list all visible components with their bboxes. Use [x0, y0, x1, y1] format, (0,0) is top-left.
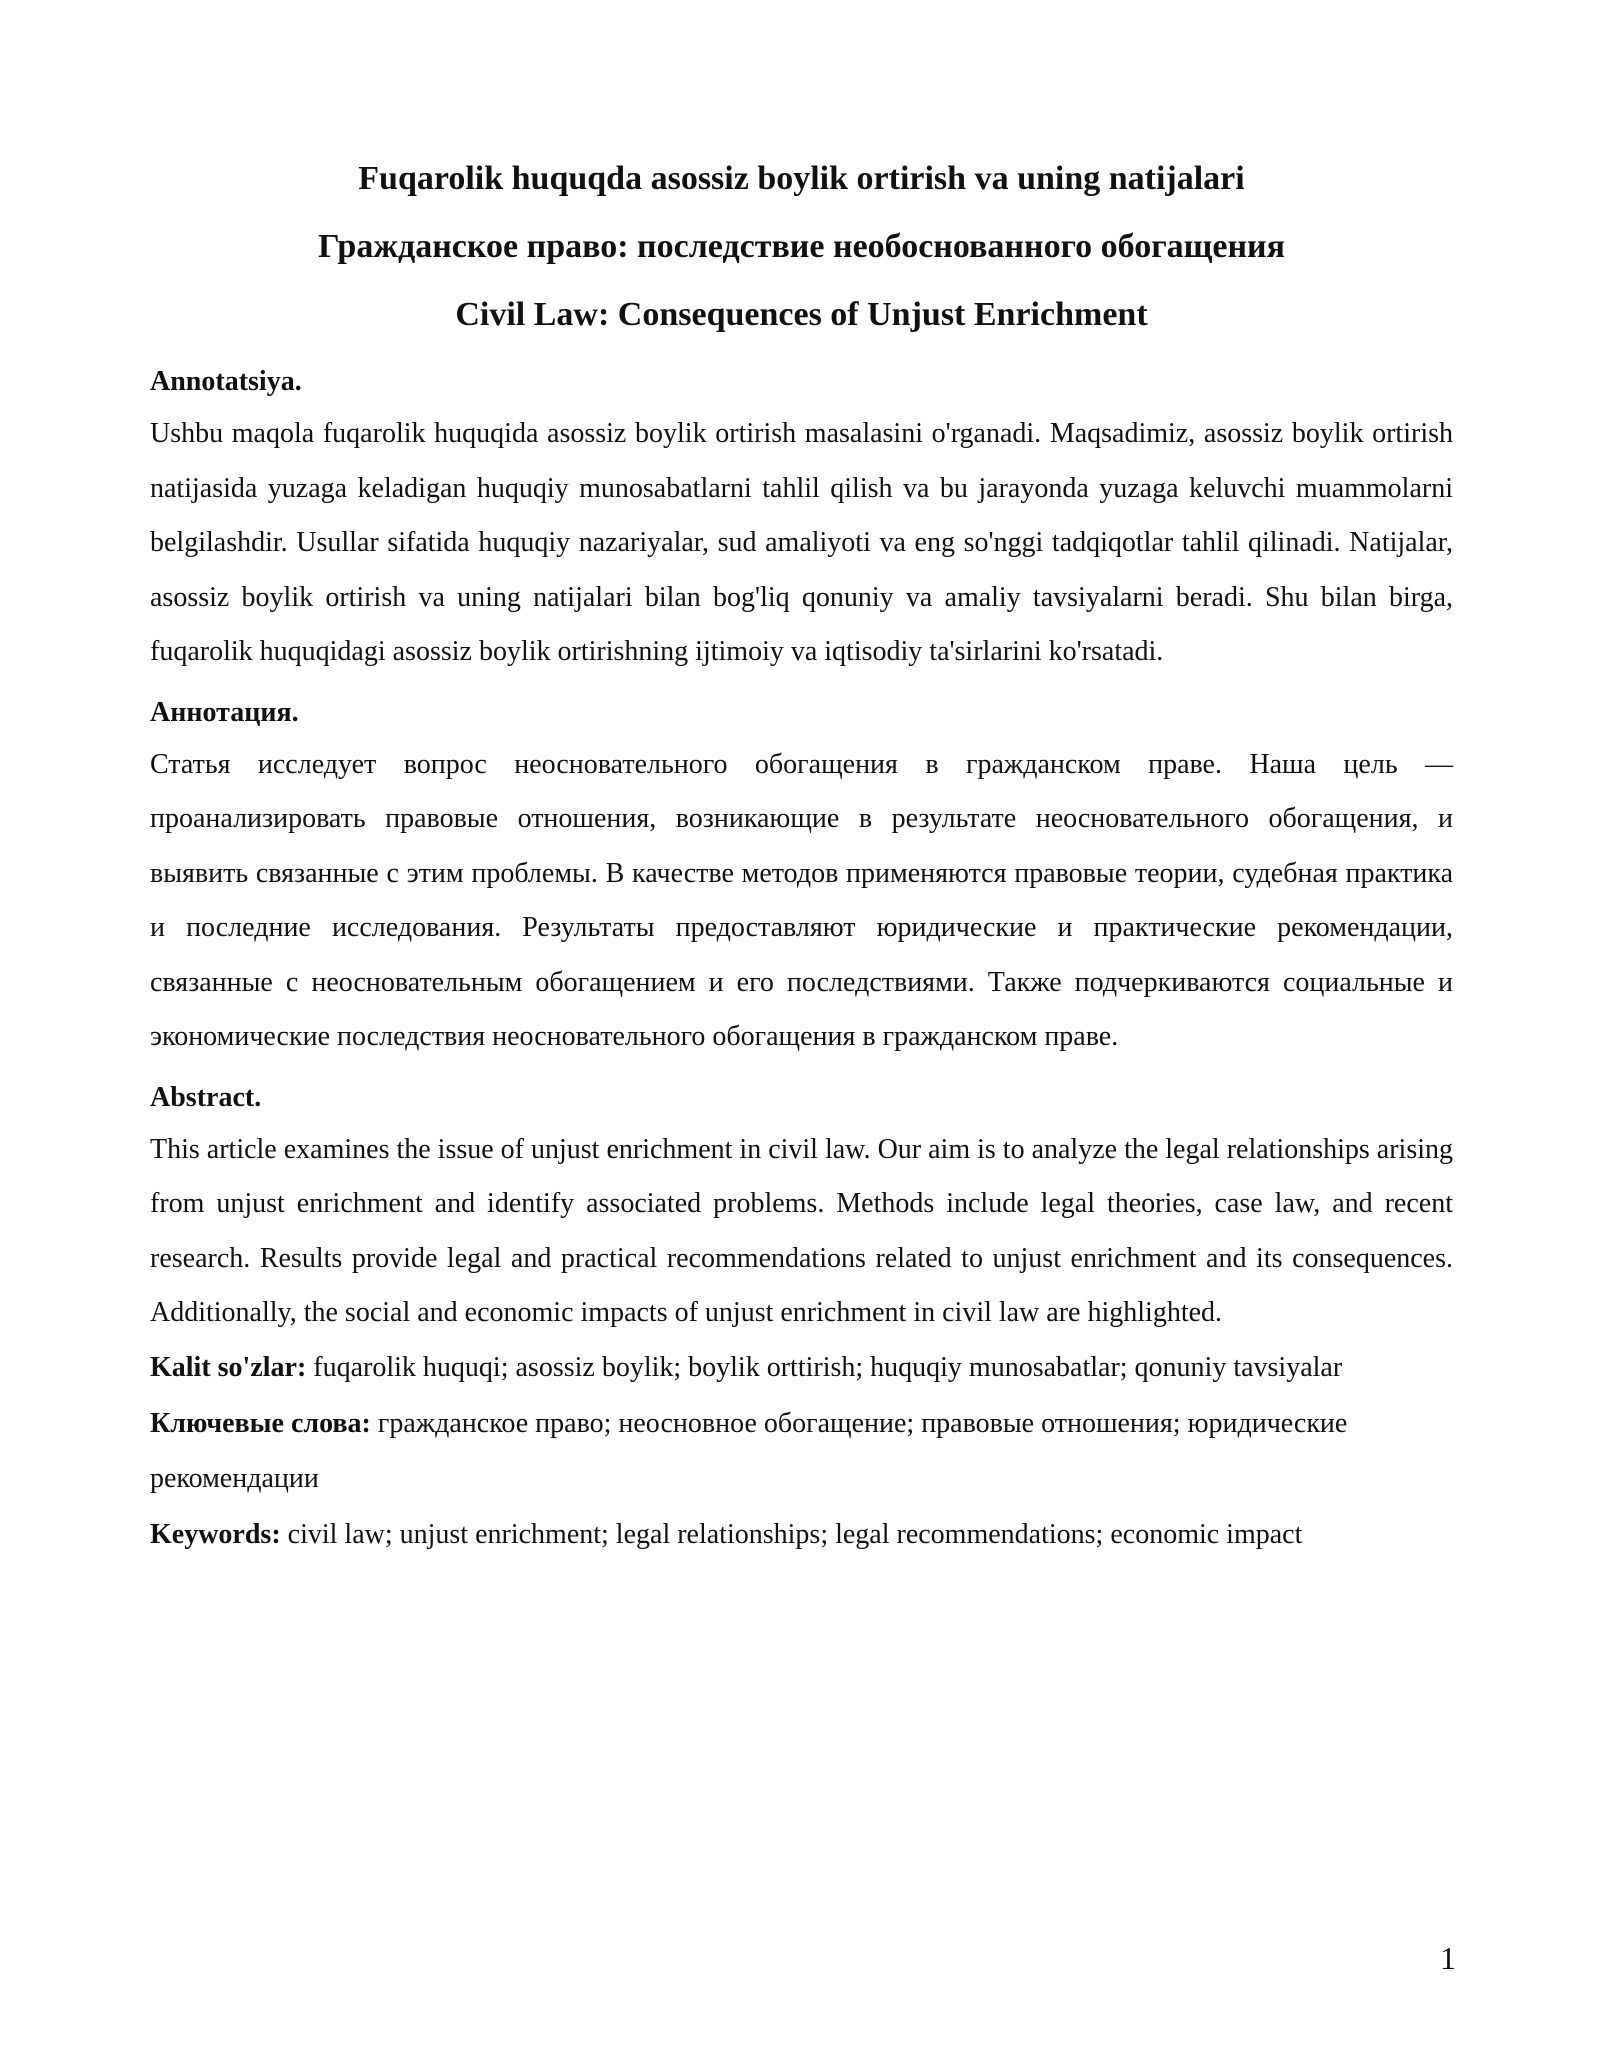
- keywords-ru-label: Ключевые слова:: [150, 1408, 371, 1439]
- keywords-ru-text: гражданское право; неосновное обогащение; правовые отношения; юридические рекомендации: [150, 1408, 1348, 1494]
- abstract-en-text: This article examines the issue of unjust enrichment in civil law. Our aim is to analyze the legal relationships arising from unjust enrichment and identify associated problems. Methods include legal theories, case law, and recent research. Results provide legal and practical recommendations related to unjust enrichment and its consequences. Additionally, the social and economic impacts of unjust enrichment in civil law are highlighted.: [150, 1133, 1453, 1328]
- annotation-uz-text: Ushbu maqola fuqarolik huquqida asossiz boylik ortirish masalasini o'rganadi. Maqsadimiz, asossiz boylik ortirish natijasida yuzaga keladigan huquqiy munosabatlarni tahlil qilish va bu jarayonda yuzaga keluvchi muammolarni belgilashdir. Usullar sifatida huquqiy nazariyalar, sud amaliyoti va eng so'nggi tadqiqotlar tahlil qilinadi. Natijalar, asossiz boylik ortirish va uning natijalari bilan bog'liq qonuniy va amaliy tavsiyalarni beradi. Shu bilan birga, fuqarolik huquqidagi asossiz boylik ortirishning ijtimoiy va iqtisodiy ta'sirlarini ko'rsatadi.: [150, 418, 1453, 667]
- keywords-uz: [150, 1341, 1453, 1396]
- annotation-uz-heading: Annotatsiya.: [150, 366, 302, 397]
- keywords-en-text: civil law; unjust enrichment; legal relationships; legal recommendations; economic impact: [280, 1519, 1303, 1550]
- annotation-ru-heading: Аннотация.: [150, 696, 299, 728]
- page-number: 1: [1440, 1940, 1456, 1976]
- document-page: [150, 145, 1453, 1565]
- title-english: Civil Law: Consequences of Unjust Enrichment: [455, 296, 1148, 333]
- keywords-uz-text: fuqarolik huquqi; asossiz boylik; boylik orttirish; huquqiy munosabatlar; qonuniy tavsiyalar: [306, 1351, 1343, 1383]
- title-uzbek: Fuqarolik huquqda asossiz boylik ortirish va uning natijalari: [358, 160, 1245, 197]
- keywords-ru: [150, 1397, 1453, 1506]
- annotation-ru-text: Статья исследует вопрос неосновательного обогащения в гражданском праве. Наша цель — проанализировать правовые отношения, возникающие в результате неосновательного обогащения, и выявить связанные с этим проблемы. В качестве методов применяются правовые теории, судебная практика и последние исследования. Результаты предоставляют юридические и практические рекомендации, связанные с неосновательным обогащением и его последствиями. Также подчеркиваются социальные и экономические последствия неосновательного обогащения в гражданском праве.: [150, 748, 1453, 1052]
- keywords-en-label: Keywords:: [150, 1519, 281, 1550]
- title-russian: Гражданское право: последствие необоснованного обогащения: [317, 228, 1286, 265]
- keywords-en: [150, 1508, 1453, 1563]
- abstract-en-heading: Abstract.: [150, 1081, 262, 1113]
- keywords-uz-label: Kalit so'zlar:: [150, 1351, 307, 1383]
